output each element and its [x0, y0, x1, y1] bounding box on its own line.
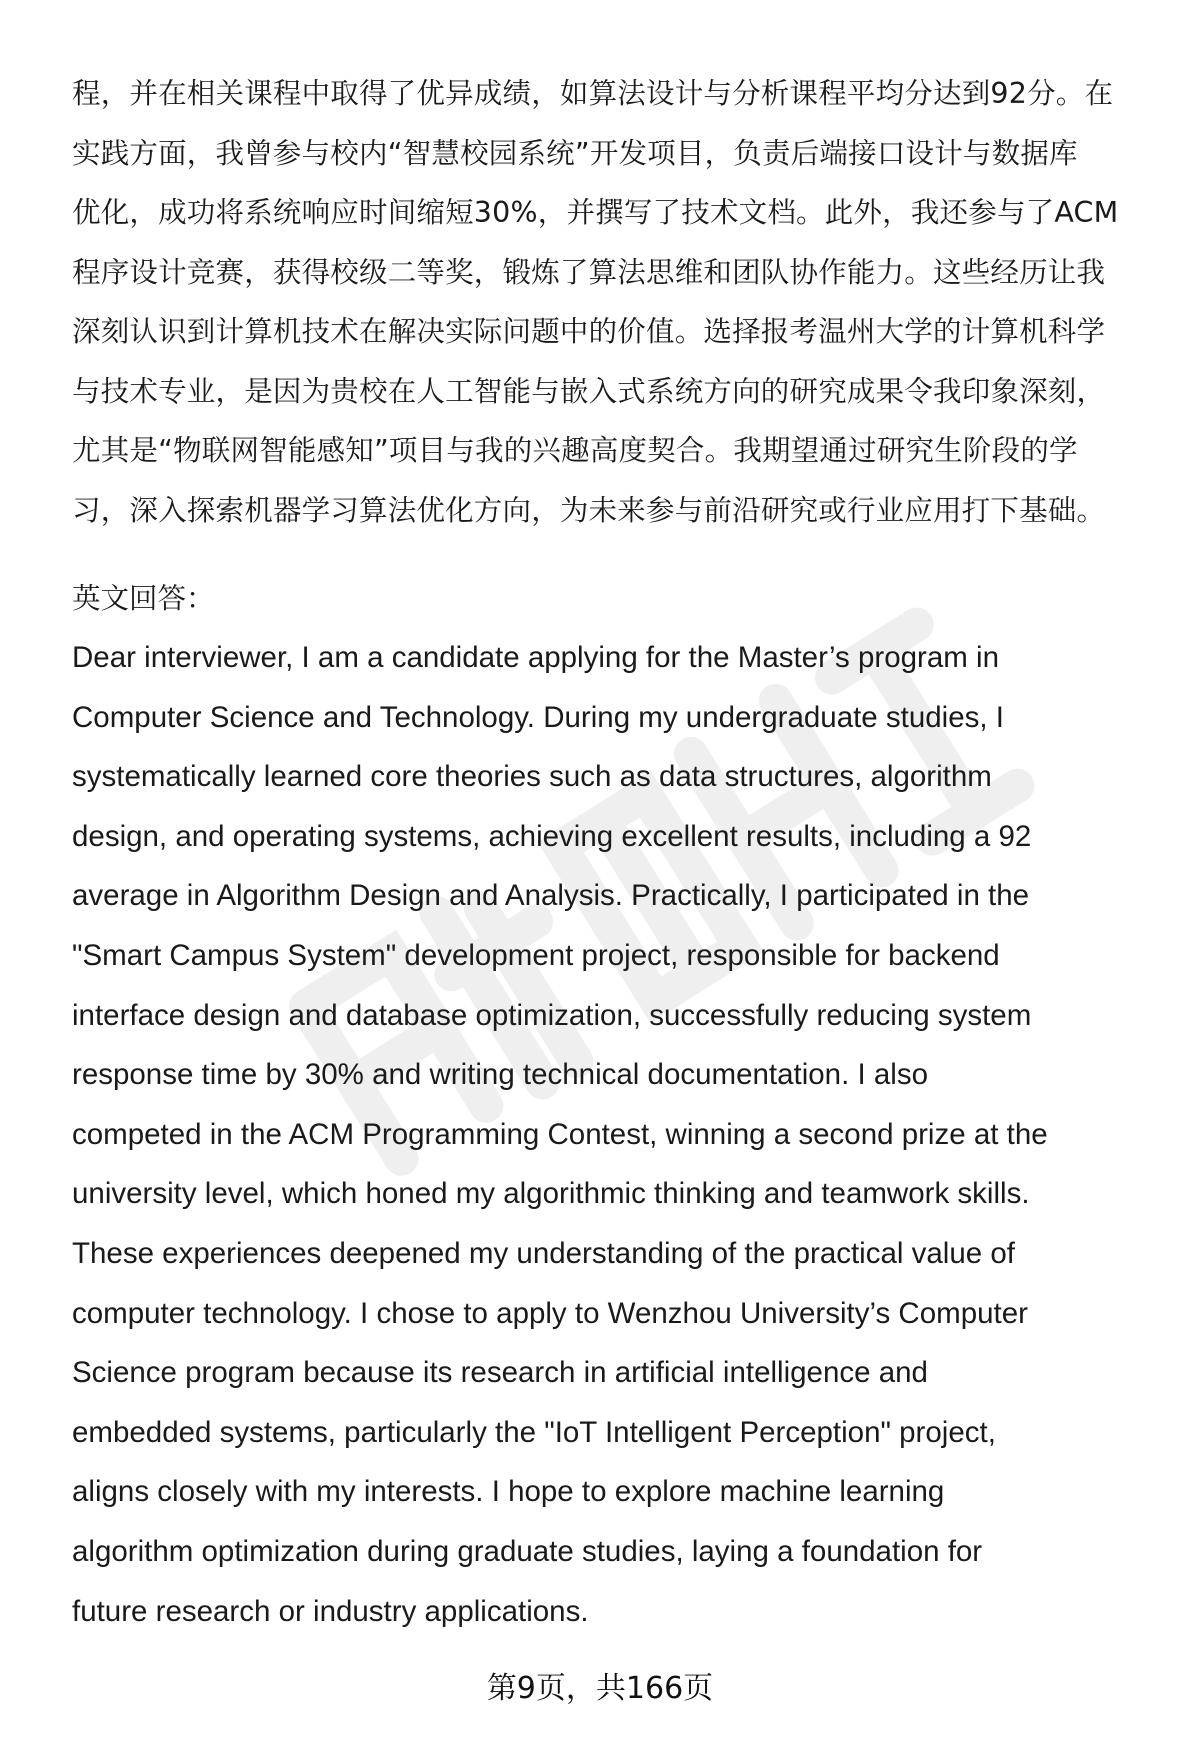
- paragraph-line: computer technology. I chose to apply to Wenzhou University’s Computer: [72, 1296, 1028, 1330]
- paragraph-line: embedded systems, particularly the "IoT Intelligent Perception" project,: [72, 1415, 996, 1449]
- paragraph-line: design, and operating systems, achieving excellent results, including a 92: [72, 819, 1032, 853]
- paragraph-line: 与技术专业，是因为贵校在人工智能与嵌入式系统方向的研究成果令我印象深刻，: [72, 374, 1106, 408]
- paragraph-line: aligns closely with my interests. I hope to explore machine learning: [72, 1475, 945, 1509]
- paragraph-line: university level, which honed my algorithmic thinking and teamwork skills.: [72, 1177, 1030, 1211]
- paragraph-line: algorithm optimization during graduate studies, laying a foundation for: [72, 1534, 983, 1568]
- paragraph-line: 深刻认识到计算机技术在解决实际问题中的价值。选择报考温州大学的计算机科学: [72, 315, 1106, 348]
- english-answer-label: 英文回答：: [72, 582, 215, 615]
- english-answer-paragraph: [72, 628, 1162, 1641]
- paragraph-line: future research or industry applications.: [72, 1594, 589, 1628]
- chinese-answer-paragraph: [72, 64, 1157, 540]
- paragraph-line: Dear interviewer, I am a candidate applying for the Master’s program in: [72, 641, 999, 674]
- paragraph-line: "Smart Campus System" development project, responsible for backend: [72, 938, 1000, 972]
- paragraph-line: These experiences deepened my understanding of the practical value of: [72, 1236, 1015, 1270]
- paragraph-line: Science program because its research in artificial intelligence and: [72, 1356, 928, 1390]
- paragraph-line: Computer Science and Technology. During my undergraduate studies, I: [72, 700, 1004, 734]
- paragraph-line: response time by 30% and writing technical documentation. I also: [72, 1058, 928, 1092]
- paragraph-line: competed in the ACM Programming Contest, winning a second prize at the: [72, 1117, 1048, 1151]
- paragraph-line: 习，深入探索机器学习算法优化方向，为未来参与前沿研究或行业应用打下基础。: [72, 493, 1106, 527]
- paragraph-line: average in Algorithm Design and Analysis. Practically, I participated in the: [72, 879, 1030, 913]
- paragraph-line: 优化，成功将系统响应时间缩短30%，并撰写了技术文档。此外，我还参与了ACM: [72, 196, 1119, 229]
- page-number-footer: 第9页，共166页: [486, 1671, 714, 1706]
- paragraph-line: 程序设计竞赛，获得校级二等奖，锻炼了算法思维和团队协作能力。这些经历让我: [72, 255, 1106, 289]
- paragraph-line: interface design and database optimization, successfully reducing system: [72, 998, 1032, 1032]
- paragraph-line: 程，并在相关课程中取得了优异成绩，如算法设计与分析课程平均分达到92分。在: [72, 77, 1114, 110]
- paragraph-line: systematically learned core theories such as data structures, algorithm: [72, 760, 992, 794]
- paragraph-line: 尤其是“物联网智能感知”项目与我的兴趣高度契合。我期望通过研究生阶段的学: [72, 434, 1078, 467]
- paragraph-line: 实践方面，我曾参与校内“智慧校园系统”开发项目，负责后端接口设计与数据库: [72, 136, 1078, 170]
